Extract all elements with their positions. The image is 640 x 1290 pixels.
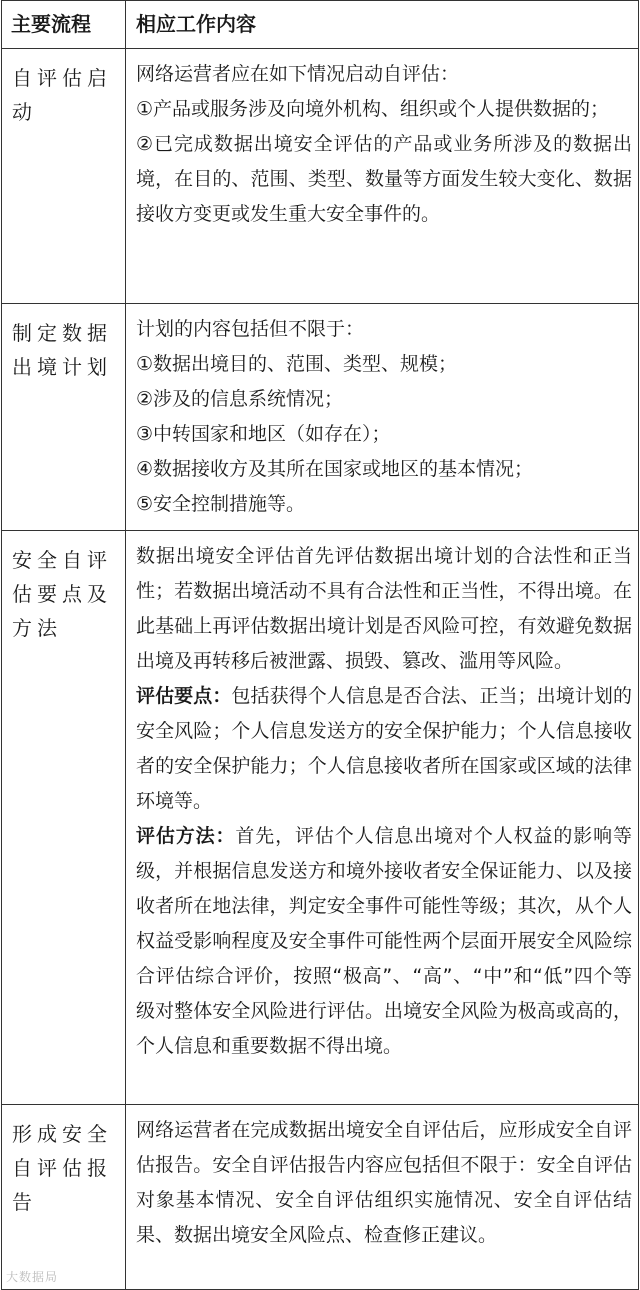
content-paragraph: 网络运营者在完成数据出境安全自评估后，应形成安全自评估报告。安全自评估报告内容应包括但不限于：安全自评估对象基本情况、安全自评估组织实施情况、安全自评估结果、数据出境安全风险点、检查修正建议。 [136, 1119, 632, 1246]
step-content [126, 49, 639, 304]
content-paragraph: 计划的内容包括但不限于： [136, 318, 365, 340]
key-points-text: 包括获得个人信息是否合法、正当；出境计划的安全风险；个人信息发送方的安全保护能力；个人信息接收者的安全保护能力；个人信息接收者所在国家或区域的法律环境等。 [136, 685, 632, 812]
content-paragraph: ③中转国家和地区（如存在）； [136, 423, 391, 445]
content-paragraph: 网络运营者应在如下情况启动自评估： [136, 63, 460, 85]
key-points-label: 评估要点： [136, 685, 232, 707]
step-content [126, 1105, 639, 1290]
table-row [2, 1105, 639, 1290]
content-paragraph [136, 819, 632, 1064]
step-label: 形成安全自评估报告 [2, 1105, 126, 1290]
step-content [126, 531, 639, 1105]
step-label: 自评估启动 [2, 49, 126, 304]
header-work-content: 相应工作内容 [126, 1, 639, 49]
content-paragraph: ②已完成数据出境安全评估的产品或业务所涉及的数据出境，在目的、范围、类型、数量等方面发生较大变化、数据接收方变更或发生重大安全事件的。 [136, 133, 632, 225]
step-label: 安全自评估要点及方法 [2, 531, 126, 1105]
method-label: 评估方法： [136, 825, 236, 847]
table-row [2, 49, 639, 304]
step-label: 制定数据出境计划 [2, 304, 126, 531]
watermark: 大数据局 [6, 1270, 59, 1284]
table-row [2, 531, 639, 1105]
content-paragraph: 数据出境安全评估首先评估数据出境计划的合法性和正当性；若数据出境活动不具有合法性和正当性，不得出境。在此基础上再评估数据出境计划是否风险可控，有效避免数据出境及再转移后被泄露、损毁、篡改、滥用等风险。 [136, 545, 632, 672]
table-header-row [2, 1, 639, 49]
method-text: 首先，评估个人信息出境对个人权益的影响等级，并根据信息发送方和境外接收者安全保证能力、以及接收者所在地法律，判定安全事件可能性等级；其次，从个人权益受影响程度及安全事件可能性两个层面开展安全风险综合评估综合评价，按照“极高”、“高”、“中”和“低”四个等级对整体安全风险进行评估。出境安全风险为极高或高的，个人信息和重要数据不得出境。 [136, 825, 632, 1057]
content-paragraph: ②涉及的信息系统情况； [136, 388, 344, 410]
header-main-process: 主要流程 [2, 1, 126, 49]
content-paragraph: ④数据接收方及其所在国家或地区的基本情况； [136, 458, 534, 480]
step-content [126, 304, 639, 531]
process-table [1, 0, 639, 1290]
content-paragraph: ①数据出境目的、范围、类型、规模； [136, 353, 458, 375]
content-paragraph [136, 679, 632, 819]
content-paragraph: ①产品或服务涉及向境外机构、组织或个人提供数据的； [136, 98, 610, 120]
table-row [2, 304, 639, 531]
content-paragraph: ⑤安全控制措施等。 [136, 493, 306, 515]
